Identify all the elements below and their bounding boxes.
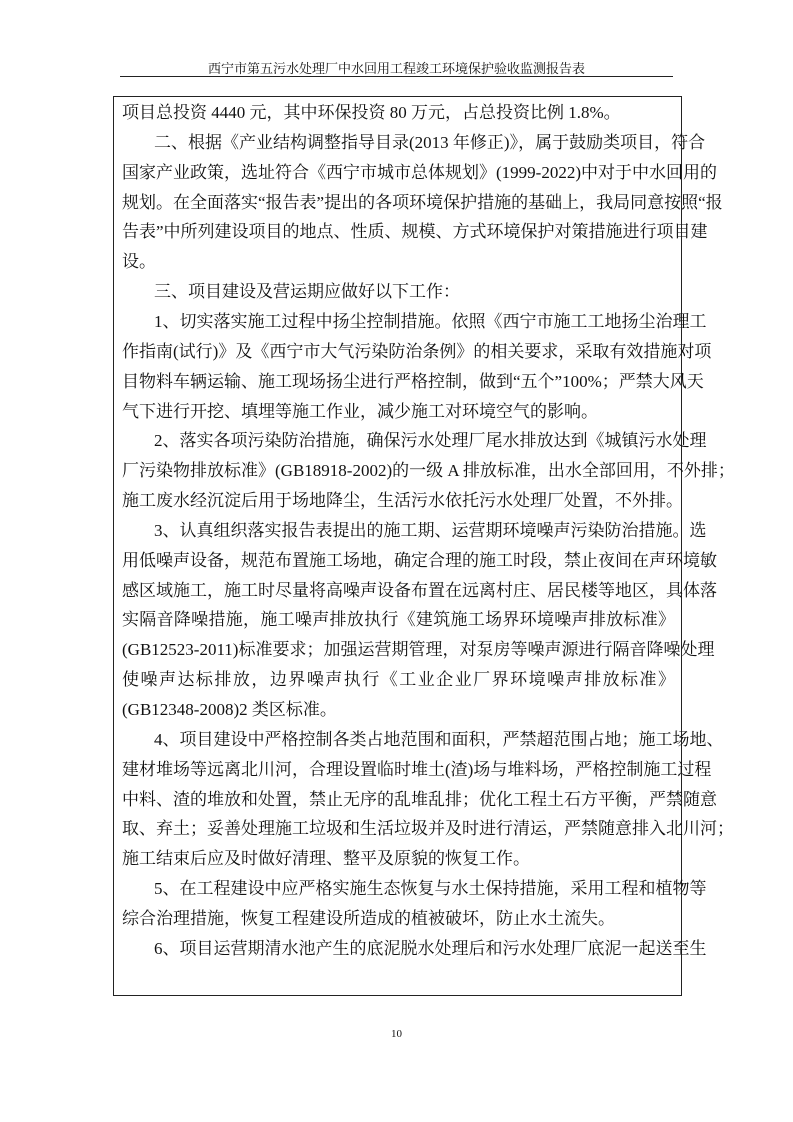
paragraph-7-line: 建材堆场等远离北川河，合理设置临时堆土(渣)场与堆料场，严格控制施工过程 — [122, 759, 712, 779]
paragraph-2-line: 告表”中所列建设项目的地点、性质、规模、方式环境保护对策措施进行项目建 — [122, 222, 708, 242]
paragraph-7-line: 中料、渣的堆放和处置，禁止无序的乱堆乱排；优化工程土石方平衡，严禁随意 — [122, 789, 717, 809]
paragraph-6-line: 使噪声达标排放，边界噪声执行《工业企业厂界环境噪声排放标准》 — [122, 670, 675, 690]
paragraph-8-line: 综合治理措施，恢复工程建设所造成的植被破坏，防止水土流失。 — [122, 908, 615, 928]
paragraph-6-line: 实隔音降噪措施，施工噪声排放执行《建筑施工场界环境噪声排放标准》 — [122, 610, 675, 630]
paragraph-5-line: 施工废水经沉淀后用于场地降尘，生活污水依托污水处理厂处置，不外排。 — [122, 491, 683, 511]
content-table-cell — [113, 96, 735, 996]
paragraph-6-line: (GB12523-2011)标准要求；加强运营期管理，对泵房等噪声源进行隔音降噪处理 — [122, 640, 715, 660]
paragraph-9-line: 6、项目运营期清水池产生的底泥脱水处理后和污水处理厂底泥一起送至生 — [154, 938, 707, 958]
paragraph-4-line: 作指南(试行)》及《西宁市大气污染防治条例》的相关要求，采取有效措施对项 — [122, 341, 712, 361]
paragraph-2-line: 国家产业政策，选址符合《西宁市城市总体规划》(1999-2022)中对于中水回用的 — [122, 162, 717, 182]
paragraph-4-line: 1、切实落实施工过程中扬尘控制措施。依照《西宁市施工工地扬尘治理工 — [154, 311, 707, 331]
paragraph-1-line: 项目总投资 4440 元，其中环保投资 80 万元，占总投资比例 1.8%。 — [122, 103, 621, 122]
running-header: 西宁市第五污水处理厂中水回用工程竣工环境保护验收监测报告表 — [207, 61, 585, 76]
paragraph-6-line: (GB12348-2008)2 类区标准。 — [122, 700, 337, 719]
paragraph-5-line: 2、落实各项污染防治措施，确保污水处理厂尾水排放达到《城镇污水处理 — [154, 431, 707, 451]
paragraph-6-line: 感区域施工，施工时尽量将高噪声设备布置在远离村庄、居民楼等地区，具体落 — [122, 580, 717, 600]
paragraph-2-line: 二、根据《产业结构调整指导目录(2013 年修正)》，属于鼓励类项目，符合 — [154, 132, 706, 152]
paragraph-3-line: 三、项目建设及营运期应做好以下工作： — [154, 282, 460, 302]
paragraph-8-line: 5、在工程建设中应严格实施生态恢复与水土保持措施，采用工程和植物等 — [154, 879, 707, 899]
header-divider — [120, 76, 673, 77]
page-number: 10 — [391, 1028, 402, 1040]
paragraph-7-line: 取、弃土；妥善处理施工垃圾和生活垃圾并及时进行清运，严禁随意排入北川河； — [122, 819, 734, 839]
paragraph-6-line: 3、认真组织落实报告表提出的施工期、运营期环境噪声污染防治措施。选 — [154, 520, 707, 540]
paragraph-7-line: 4、项目建设中严格控制各类占地范围和面积，严禁超范围占地；施工场地、 — [154, 729, 724, 749]
paragraph-4-line: 目物料车辆运输、施工现场扬尘进行严格控制，做到“五个”100%；严禁大风天 — [122, 371, 704, 391]
paragraph-2-line: 规划。在全面落实“报告表”提出的各项环境保护措施的基础上，我局同意按照“报 — [122, 192, 723, 212]
paragraph-2-line: 设。 — [122, 252, 156, 272]
paragraph-5-line: 厂污染物排放标准》(GB18918-2002)的一级 A 排放标准，出水全部回用，不外排； — [122, 461, 735, 481]
paragraph-7-line: 施工结束后应及时做好清理、整平及原貌的恢复工作。 — [122, 849, 530, 869]
paragraph-6-line: 用低噪声设备，规范布置施工场地，确定合理的施工时段，禁止夜间在声环境敏 — [122, 550, 717, 570]
paragraph-4-line: 气下进行开挖、填埋等施工作业，减少施工对环境空气的影响。 — [122, 401, 598, 421]
